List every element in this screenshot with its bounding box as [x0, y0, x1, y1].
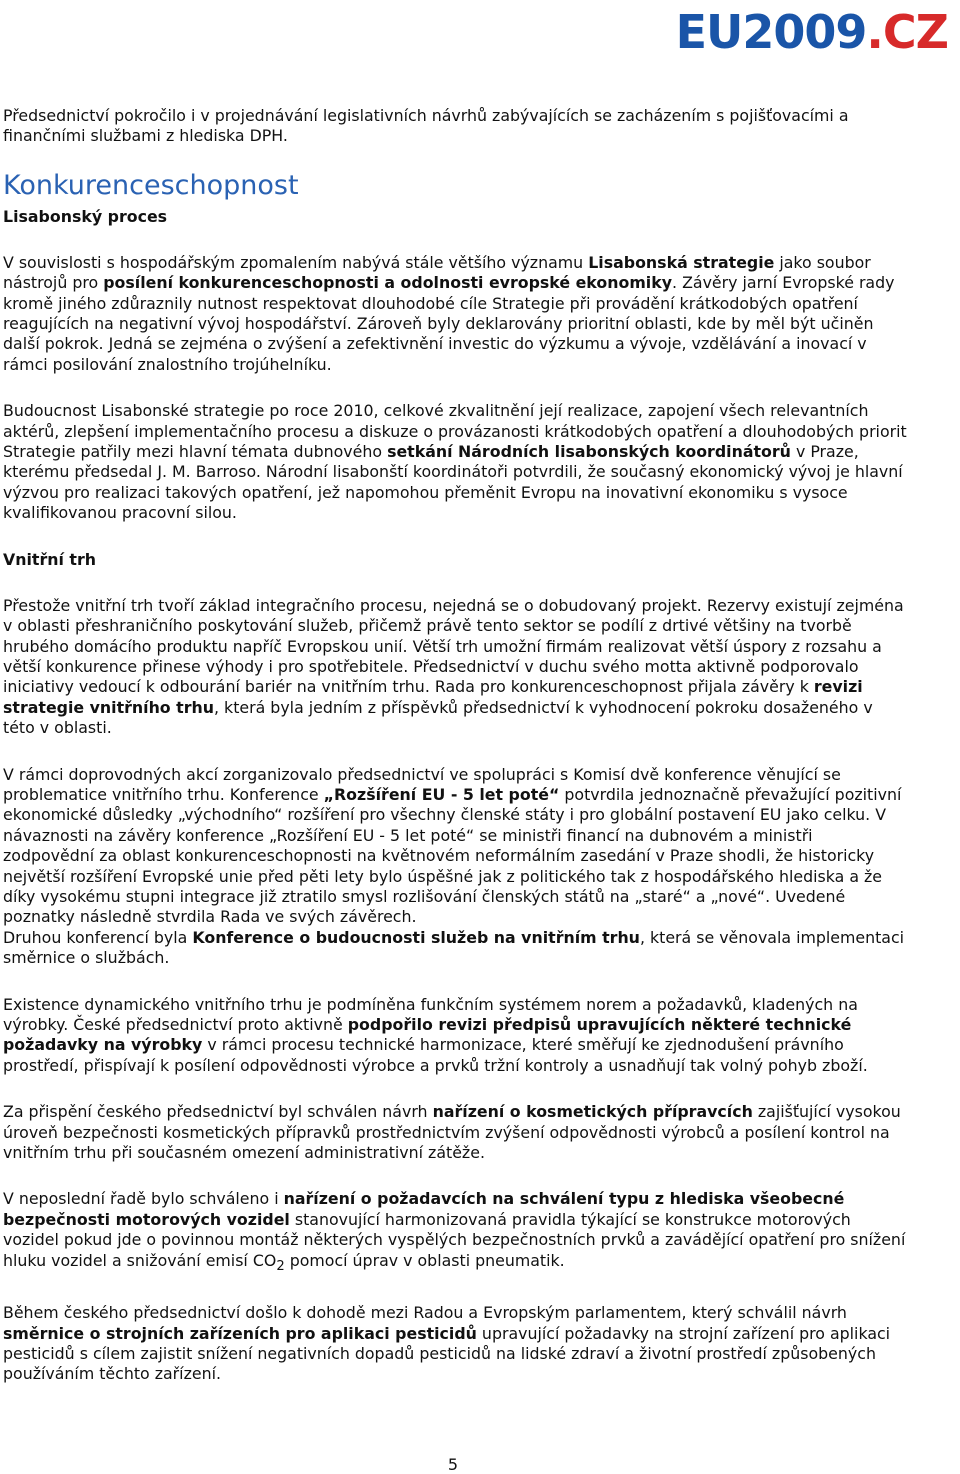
paragraph-lisbon-strategy [3, 253, 908, 375]
p8-text-c: stanovující harmonizovaná pravidla týkající se konstrukce motorových vozidel pokud jde o povinnou montáž některých vyspělých bezpečnostních prvků a zavádějící opatření pro snížení hluku vozidel a snižování emisí CO [3, 1209, 906, 1270]
p4-text-c: potvrdila jednoznačně převažující pozitivní ekonomické důsledky „východního“ rozšíření pro všechny členské státy i pro globální postavení EU jako celku. V návaznosti na závěry konference „Rozšíření EU - 5 let poté“ se ministři financí na dubnovém a ministři zodpovědní za oblast konkurenceschopnosti na květnovém neformálním zasedání v Praze shodli, že historicky největší rozšíření Evropské unie před pěti lety bylo úspěšné jak z politického tak z hospodářského hlediska a že díky vysokému stupni integrace již ztratilo smysl rozlišování členských států na „staré“ a „nové“. Uvedené poznatky následně stvrdila Rada ve svých závěrech. [3, 784, 902, 927]
p4-text-a: V rámci doprovodných akcí zorganizovalo předsednictví ve spolupráci s Komisí dvě konference věnující se problematice vnitřního trhu. Konference [3, 764, 841, 804]
p3-text-a: Přestože vnitřní trh tvoří základ integračního procesu, nejedná se o dobudovaný projekt. Rezervy existují zejména v oblasti přeshraničního poskytování služeb, přičemž právě tento sektor se podílí z drtivé většiny na tvorbě hrubého domácího produktu napříč Evropskou unií. Větší trh umožní firmám realizovat větší úspory z rozsahu a větší konkurence přinese výhody i pro spotřebitele. Předsednictví v duchu svého motta aktivně podporovalo iniciativy vedoucí k odbourání bariér na vnitřním trhu. Rada pro konkurenceschopnost přijala závěry k [3, 595, 904, 697]
p6-bold-1: podpořilo revizi předpisů upravujících některé technické požadavky na výrobky [3, 1015, 852, 1055]
p6-text-c: v rámci procesu technické harmonizace, které směřují ke zjednodušení právního prostředí, přispívají k posílení odpovědnosti výrobce a prvků tržní kontroly a usnadňují tak volný pohyb zboží. [3, 1035, 868, 1075]
p1-text-a: V souvislosti s hospodářským zpomalením nabývá stále většího významu [3, 252, 589, 272]
p8-text-a: V neposlední řadě bylo schváleno i [3, 1189, 284, 1209]
paragraph-cosmetics [3, 1102, 908, 1163]
subsection-internal-market-title: Vnitřní trh [3, 549, 96, 569]
logo-dot-text: . [866, 5, 883, 59]
p8-text-d: pomocí úprav v oblasti pneumatik. [284, 1250, 565, 1270]
p1-text-c: jako soubor nástrojů pro [3, 252, 871, 293]
paragraph-internal-market [3, 596, 908, 739]
p7-bold-1: nařízení o kosmetických přípravcích [432, 1102, 753, 1122]
p9-text-a: Během českého předsednictví došlo k dohodě mezi Radou a Evropským parlamentem, který schválil návrh [3, 1303, 847, 1323]
p5-text-c: , která se věnovala implementaci směrnice o službách. [3, 927, 905, 968]
paragraph-lisbon-future [3, 401, 908, 523]
p7-text-a: Za přispění českého předsednictví byl schválen návrh [3, 1102, 433, 1122]
p8-bold-1: nařízení o požadavcích na schválení typu z hlediska všeobecné bezpečnosti motorových vozidel [3, 1189, 845, 1229]
p2-text-c: v Praze, kterému předsedal J. M. Barroso. Národní lisabonští koordinátoři potvrdili, že současný ekonomický vývoj je hlavní výzvou pro realizaci takových opatření, jež napomohou přeměnit Evropu na inovativní ekonomiku s vysoce kvalifikovanou pracovní silou. [3, 442, 903, 523]
p5-bold-1: Konference o budoucnosti služeb na vnitřním trhu [192, 927, 640, 947]
p9-text-c: upravující požadavky na strojní zařízení pro aplikaci pesticidů s cílem zajistit snížení negativních dopadů pesticidů na lidské zdraví a životní prostředí způsobených používáním těchto zařízení. [3, 1323, 891, 1384]
p8-co2-subscript: 2 [276, 1258, 285, 1274]
p1-bold-1: Lisabonská strategie [588, 252, 775, 272]
p6-text-a: Existence dynamického vnitřního trhu je podmíněna funkčním systémem norem a požadavků, kladených na výrobky. České předsednictví proto aktivně [3, 994, 858, 1034]
p1-text-d: . Závěry jarní Evropské rady kromě jiného zdůraznily nutnost respektovat dlouhodobé cíle Strategie při provádění krátkodobých opatření reagujících na negativní vývoj hospodářství. Zároveň byly deklarovány prioritní oblasti, kde by měl být učiněn další pokrok. Jedná se zejména o zvýšení a zefektivnění investic do výzkumu a vývoje, vzdělávání a inovací v rámci posilování znalostního trojúhelníku. [3, 273, 895, 374]
p2-bold-1: setkání Národních lisabonských koordinátorů [387, 442, 791, 462]
p5-text-a: Druhou konferencí byla [3, 927, 193, 947]
p2-text-a: Budoucnost Lisabonské strategie po roce 2010, celkové zkvalitnění její realizace, zapojení všech relevantních aktérů, zlepšení implementačního procesu a diskuze o provázanosti krátkodobých opatření a dlouhodobých priorit Strategie patřily mezi hlavní témata dubnového [3, 401, 907, 462]
section-title: Konkurenceschopnost [3, 169, 299, 201]
paragraph-vehicle-safety [3, 1189, 908, 1277]
document-body [3, 106, 908, 1411]
p3-text-c: , která byla jedním z příspěvků předsednictví k vyhodnocení pokroku dosaženého v této v oblasti. [3, 697, 873, 738]
p4-bold-1: „Rozšíření EU - 5 let poté“ [323, 784, 560, 804]
p1-bold-2: posílení konkurenceschopnosti a odolnosti evropské ekonomiky [103, 273, 673, 293]
p3-bold-1: revizi strategie vnitřního trhu [3, 677, 863, 717]
p7-text-c: zajišťující vysokou úroveň bezpečnosti kosmetických přípravků prostřednictvím zvýšení odpovědnosti výrobců a posílení kontrol na vnitřním trhu při současném omezení administrativní zátěže. [3, 1102, 901, 1163]
logo-cz-text: CZ [882, 5, 948, 59]
paragraph-conferences [3, 765, 908, 928]
intro-paragraph: Předsednictví pokročilo i v projednávání legislativních návrhů zabývajících se zacházením s pojišťovacími a finančními službami z hlediska DPH. [3, 106, 849, 146]
eu2009-logo [676, 4, 948, 60]
p9-bold-1: směrnice o strojních zařízeních pro aplikaci pesticidů [3, 1323, 477, 1343]
paragraph-pesticides [3, 1303, 908, 1385]
page-number: 5 [447, 1455, 459, 1474]
paragraph-product-requirements [3, 995, 908, 1077]
subsection-lisbon-title: Lisabonský proces [3, 206, 168, 226]
logo-eu-text: EU [675, 5, 743, 59]
paragraph-services-conference [3, 928, 908, 969]
logo-year-text: 2009 [742, 5, 867, 59]
